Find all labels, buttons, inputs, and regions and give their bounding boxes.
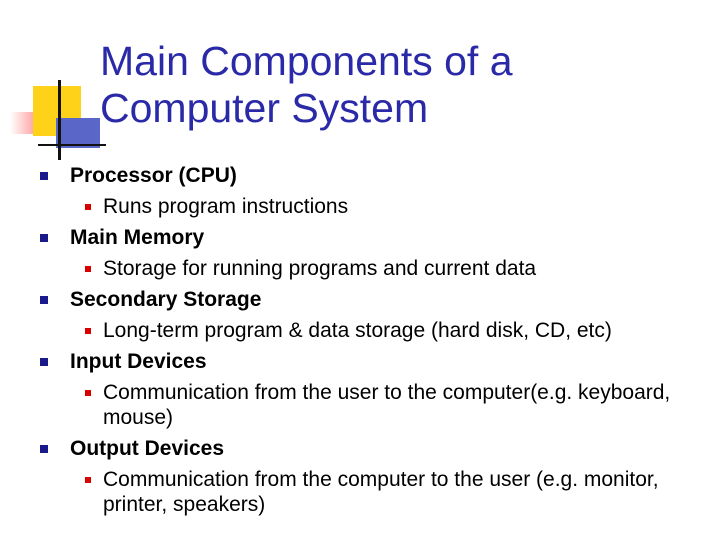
square-bullet-icon [40,172,48,180]
sub-item [0,464,720,520]
list-item [0,433,720,520]
sub-item [0,253,720,284]
square-bullet-icon [85,266,91,272]
square-bullet-icon [40,296,48,304]
item-label: Input Devices [70,350,207,373]
item-label: Output Devices [70,437,225,460]
square-bullet-icon [85,204,91,210]
item-label: Main Memory [70,226,205,249]
bullet-list [0,160,720,520]
decorative-vertical-line [58,80,61,160]
square-bullet-icon [40,234,48,242]
list-item [0,346,720,433]
sub-item-text: Communication from the user to the computer(e.g. keyboard, mouse) [103,381,671,429]
list-item [0,160,720,222]
square-bullet-icon [85,328,91,334]
sub-item-text: Runs program instructions [103,195,349,218]
sub-item [0,191,720,222]
sub-item-text: Communication from the computer to the user (e.g. monitor, printer, speakers) [103,468,659,516]
square-bullet-icon [40,358,48,366]
sub-item-text: Storage for running programs and current data [103,257,537,280]
square-bullet-icon [40,445,48,453]
slide-title [100,38,700,132]
item-label: Processor (CPU) [70,164,237,187]
square-bullet-icon [85,390,91,396]
list-item [0,222,720,284]
slide-title-line-1: Main Components of a [100,38,513,84]
square-bullet-icon [85,477,91,483]
list-item [0,284,720,346]
item-label: Secondary Storage [70,288,262,311]
sub-item [0,377,720,433]
slide-title-line-2: Computer System [100,85,429,131]
sub-item-text: Long-term program & data storage (hard disk, CD, etc) [103,319,612,342]
sub-item [0,315,720,346]
decorative-horizontal-line [38,144,106,146]
